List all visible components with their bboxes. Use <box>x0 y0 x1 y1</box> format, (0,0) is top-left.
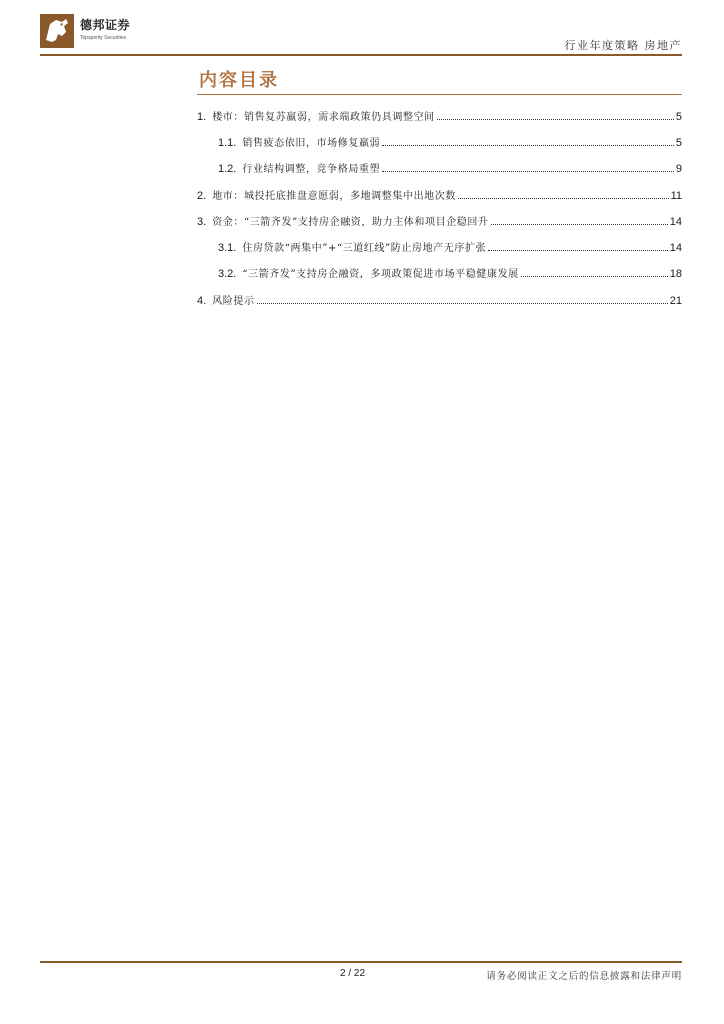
toc-entry-text: 楼市：销售复苏羸弱，需求端政策仍具调整空间 <box>212 112 435 123</box>
toc-entry-number: 2. <box>197 190 207 202</box>
toc-entry-1-2[interactable] <box>218 160 682 178</box>
toc-entry-page: 14 <box>669 242 682 254</box>
toc-entry-number: 1. <box>197 111 207 123</box>
toc-entry-page: 9 <box>675 163 682 175</box>
toc-entry-page: 5 <box>675 111 682 123</box>
toc-entry-3[interactable] <box>197 213 682 231</box>
toc-entry-number: 3.1. <box>218 242 237 254</box>
toc-entry-text: 住房贷款“两集中”+“三道红线”防止房地产无序扩张 <box>242 243 487 254</box>
toc-leader-dots <box>488 250 668 251</box>
toc-leader-dots <box>257 303 668 304</box>
toc-entry-3-2[interactable] <box>218 265 682 283</box>
toc-entry-number: 3. <box>197 216 207 228</box>
toc-entry-text: 销售疲态依旧，市场修复羸弱 <box>242 138 381 149</box>
toc-entry-text: 资金：“三箭齐发”支持房企融资，助力主体和项目企稳回升 <box>212 217 489 228</box>
brand-block <box>80 18 130 42</box>
toc-entry-page: 5 <box>675 137 682 149</box>
toc-entry-4[interactable] <box>197 292 682 310</box>
toc-entry-page: 14 <box>669 216 682 228</box>
toc-entry-text: 行业结构调整，竞争格局重塑 <box>242 164 381 175</box>
footer-divider <box>40 961 682 963</box>
toc-entry-page: 11 <box>670 190 682 202</box>
toc-entry-number: 3.2. <box>218 268 237 280</box>
brand-name-en: Topsperity Securities <box>80 35 127 41</box>
toc-title-underline <box>197 94 682 95</box>
toc-leader-dots <box>458 198 669 199</box>
toc-entry-1-1[interactable] <box>218 134 682 152</box>
legal-disclaimer: 请务必阅读正文之后的信息披露和法律声明 <box>486 971 682 982</box>
toc-entry-text: 风险提示 <box>212 296 255 307</box>
toc-entry-number: 4. <box>197 295 207 307</box>
toc-leader-dots <box>437 119 674 120</box>
report-category: 行业年度策略 房地产 <box>564 39 682 52</box>
header-divider <box>40 54 682 56</box>
toc-entry-text: “三箭齐发”支持房企融资，多项政策促进市场平稳健康发展 <box>242 269 519 280</box>
toc-entry-page: 18 <box>669 268 682 280</box>
toc-entry-page: 21 <box>669 295 682 307</box>
toc-leader-dots <box>382 171 674 172</box>
toc-title: 内容目录 <box>199 70 279 91</box>
toc-entry-number: 1.1. <box>218 137 237 149</box>
toc-entry-1[interactable] <box>197 108 682 126</box>
toc-leader-dots <box>382 145 674 146</box>
toc-leader-dots <box>521 276 668 277</box>
company-logo-icon <box>40 14 74 48</box>
toc-entry-3-1[interactable] <box>218 239 682 257</box>
toc-entry-number: 1.2. <box>218 163 237 175</box>
toc-entry-text: 地市：城投托底推盘意愿弱，多地调整集中出地次数 <box>212 191 456 202</box>
page-number: 2 / 22 <box>340 968 366 979</box>
toc-entry-2[interactable] <box>197 187 682 205</box>
toc-leader-dots <box>491 224 668 225</box>
brand-name-cn: 德邦证券 <box>80 18 131 32</box>
